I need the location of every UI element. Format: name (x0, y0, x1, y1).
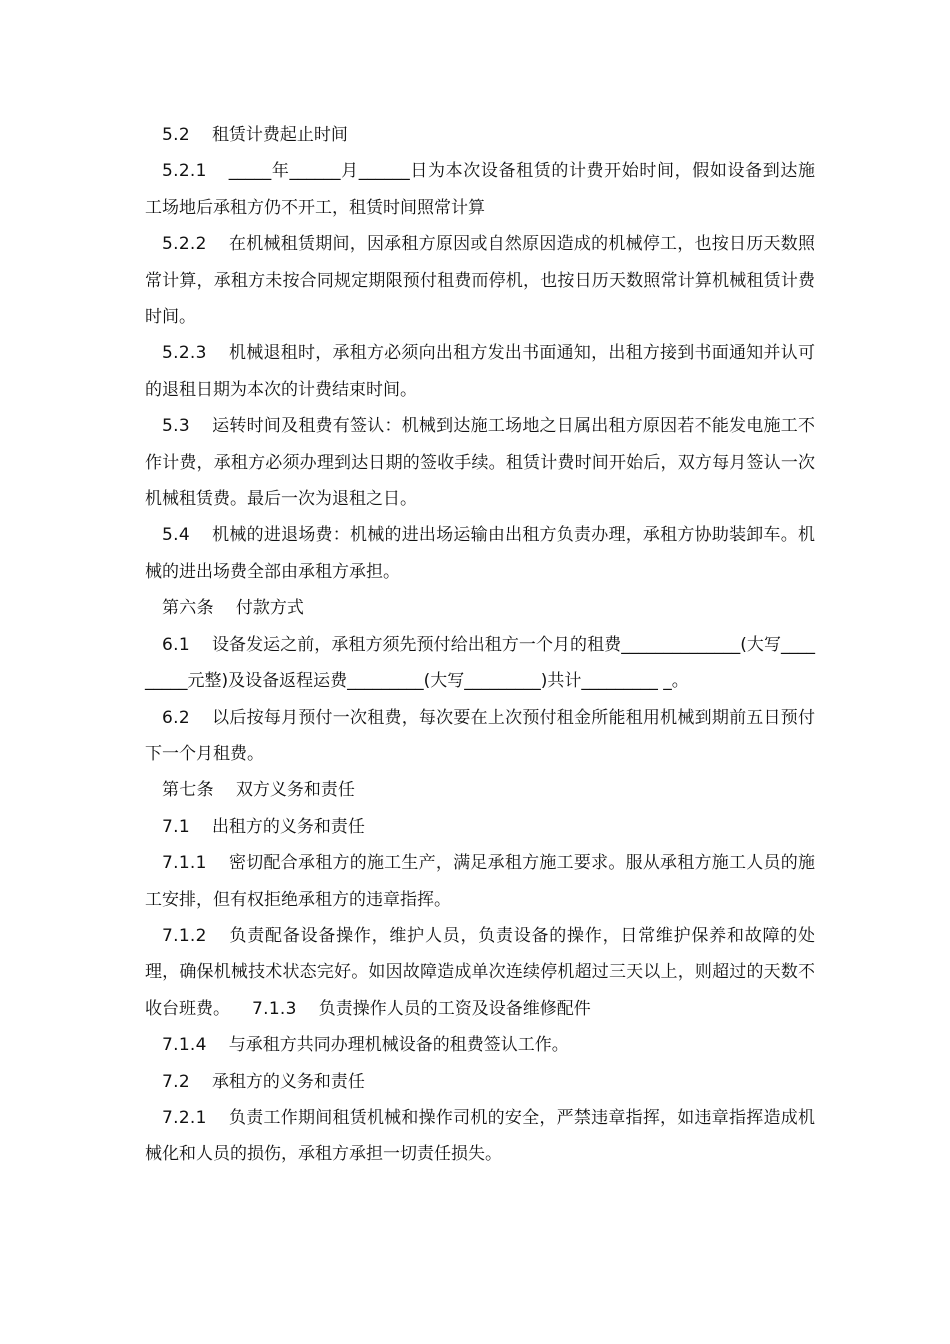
section-number: 7.1.2 (162, 925, 207, 946)
section-7-1-1 (145, 845, 815, 918)
section-7-1-2 (145, 918, 815, 1027)
section-text: 设备发运之前，承租方须先预付给出租方一个月的租费______________(大写_________元整)及设备返程运费_________(大写_________)共计_________ _。 (145, 634, 815, 692)
section-6-1 (145, 627, 815, 700)
section-number: 5.2.3 (162, 343, 207, 364)
section-text: 租赁计费起止时间 (211, 125, 348, 145)
section-5-3 (145, 408, 815, 517)
section-number: 5.2.1 (162, 161, 207, 182)
section-5-2-3 (145, 335, 815, 408)
section-number: 5.4 (162, 525, 190, 546)
section-number: 6.2 (162, 707, 190, 728)
article-number: 第七条 (162, 780, 214, 801)
section-number: 7.2.1 (162, 1107, 207, 1128)
section-number: 5.3 (162, 416, 190, 437)
section-text: 出租方的义务和责任 (211, 816, 365, 837)
article-title: 付款方式 (235, 598, 304, 619)
section-5-2-2 (145, 226, 815, 335)
section-7-1-4 (145, 1027, 815, 1063)
article-number: 第六条 (162, 598, 214, 619)
section-7-2 (145, 1064, 815, 1100)
document-body (145, 117, 815, 1173)
section-number: 5.2.2 (162, 234, 207, 255)
section-number: 5.2 (162, 125, 190, 145)
section-text: 在机械租赁期间，因承租方原因或自然原因造成的机械停工，也按日历天数照常计算，承租方未按合同规定期限预付租费而停机，也按日历天数照常计算机械租赁计费时间。 (145, 234, 815, 328)
section-number: 6.1 (162, 634, 190, 655)
section-5-4 (145, 517, 815, 590)
section-text-inline: 负责操作人员的工资及设备维修配件 (318, 998, 591, 1019)
section-text: 运转时间及租费有签认：机械到达施工场地之日属出租方原因若不能发电施工不作计费，承租方必须办理到达日期的签收手续。租赁计费时间开始后，双方每月签认一次机械租赁费。最后一次为退租之日。 (145, 416, 815, 510)
section-text: 负责配备设备操作，维护人员，负责设备的操作，日常维护保养和故障的处理，确保机械技术状态完好。如因故障造成单次连续停机超过三天以上，则超过的天数不收台班费。 (145, 925, 815, 1019)
section-text: 承租方的义务和责任 (211, 1071, 365, 1092)
section-7-2-1 (145, 1100, 815, 1173)
section-5-2-1 (145, 153, 815, 226)
article-title: 双方义务和责任 (235, 780, 355, 801)
section-text: 以后按每月预付一次租费，每次要在上次预付租金所能租用机械到期前五日预付下一个月租费。 (145, 707, 815, 764)
section-7-1 (145, 809, 815, 845)
section-6-2 (145, 700, 815, 773)
article-7-heading (145, 772, 815, 808)
section-text: 密切配合承租方的施工生产，满足承租方施工要求。服从承租方施工人员的施工安排，但有权拒绝承租方的违章指挥。 (145, 853, 815, 910)
section-number: 7.1.1 (162, 853, 207, 874)
section-text: 负责工作期间租赁机械和操作司机的安全，严禁违章指挥，如违章指挥造成机械化和人员的损伤，承租方承担一切责任损失。 (145, 1107, 815, 1165)
section-number: 7.2 (162, 1071, 190, 1092)
section-number: 7.1 (162, 816, 190, 837)
section-number: 7.1.4 (162, 1035, 207, 1056)
section-5-2 (145, 117, 815, 153)
section-text: _____年______月______日为本次设备租赁的计费开始时间，假如设备到达施工场地后承租方仍不开工，租赁时间照常计算 (145, 161, 815, 218)
section-number-inline: 7.1.3 (252, 998, 297, 1019)
article-6-heading (145, 590, 815, 626)
section-text: 机械退租时，承租方必须向出租方发出书面通知，出租方接到书面通知并认可的退租日期为本次的计费结束时间。 (145, 343, 815, 400)
section-text: 与承租方共同办理机械设备的租费签认工作。 (228, 1035, 569, 1056)
section-text: 机械的进退场费：机械的进出场运输由出租方负责办理，承租方协助装卸车。机械的进出场费全部由承租方承担。 (145, 525, 815, 582)
